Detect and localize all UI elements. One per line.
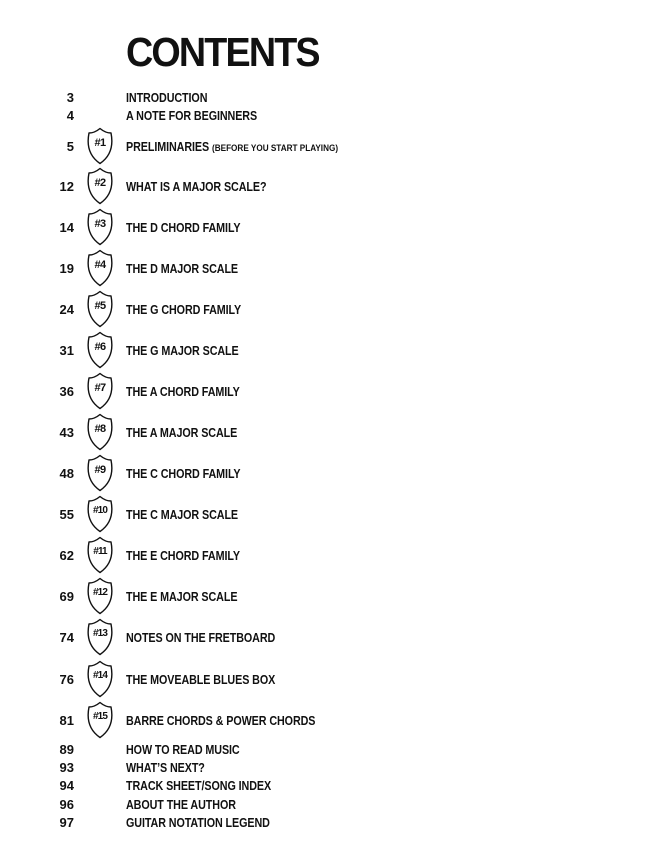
lesson-badge-number: #15 — [93, 711, 107, 722]
lesson-badge-number: #5 — [94, 300, 106, 312]
toc-entry[interactable] — [0, 465, 648, 483]
toc-page-number: 43 — [59, 425, 74, 440]
lesson-badge-number: #9 — [94, 464, 106, 476]
toc-page-number: 19 — [59, 261, 74, 276]
toc-title — [126, 547, 240, 565]
page-title: CONTENTS — [126, 29, 319, 75]
toc-title-text: BARRE CHORDS & POWER CHORDS — [126, 714, 316, 728]
toc-entry[interactable] — [0, 814, 648, 832]
toc-entry[interactable] — [0, 260, 648, 278]
toc-title-text: THE E CHORD FAMILY — [126, 549, 240, 563]
toc-title-text: THE D MAJOR SCALE — [126, 262, 239, 276]
toc-entry[interactable] — [0, 588, 648, 606]
shield-icon — [85, 660, 115, 698]
toc-title — [126, 342, 239, 360]
toc-entry[interactable] — [0, 796, 648, 814]
shield-icon — [85, 372, 115, 410]
lesson-badge-number: #8 — [94, 423, 106, 435]
shield-icon — [85, 577, 115, 615]
toc-title — [126, 107, 257, 125]
shield-icon — [85, 127, 115, 165]
toc-entry[interactable] — [0, 178, 648, 196]
toc-entry[interactable] — [0, 219, 648, 237]
toc-title-text: THE E MAJOR SCALE — [126, 590, 238, 604]
toc-title — [126, 424, 237, 442]
toc-entry[interactable] — [0, 671, 648, 689]
toc-page-number: 74 — [59, 630, 74, 645]
toc-entry[interactable] — [0, 629, 648, 647]
shield-icon — [85, 495, 115, 533]
lesson-badge-number: #13 — [93, 628, 107, 639]
toc-title — [126, 89, 207, 107]
lesson-badge-number: #1 — [94, 137, 106, 149]
lesson-badge-number: #4 — [94, 259, 106, 271]
shield-icon — [85, 208, 115, 246]
toc-page-number: 69 — [59, 589, 74, 604]
toc-page-number: 14 — [59, 220, 74, 235]
toc-title-text: THE A MAJOR SCALE — [126, 426, 238, 440]
toc-entry[interactable] — [0, 777, 648, 795]
lesson-badge-number: #14 — [93, 670, 107, 681]
toc-page-number: 55 — [59, 507, 74, 522]
lesson-badge-number: #11 — [93, 546, 107, 557]
toc-title-text: THE G MAJOR SCALE — [126, 344, 239, 358]
toc-title — [126, 629, 275, 647]
toc-title — [126, 814, 270, 832]
toc-title-text: ABOUT THE AUTHOR — [126, 798, 236, 812]
toc-title-text: THE C CHORD FAMILY — [126, 467, 241, 481]
toc-entry[interactable] — [0, 424, 648, 442]
toc-entry[interactable] — [0, 712, 648, 730]
shield-icon — [85, 618, 115, 656]
toc-title — [126, 741, 240, 759]
toc-page-number: 24 — [59, 302, 74, 317]
lesson-badge-number: #10 — [93, 505, 107, 516]
toc-page-number: 81 — [59, 713, 74, 728]
shield-icon — [85, 454, 115, 492]
shield-icon — [85, 413, 115, 451]
toc-title-text: WHAT IS A MAJOR SCALE? — [126, 180, 267, 194]
toc-page-number: 5 — [66, 139, 74, 154]
shield-icon — [85, 249, 115, 287]
lesson-badge-number: #3 — [94, 218, 106, 230]
lesson-badge-number: #2 — [94, 177, 106, 189]
shield-icon — [85, 536, 115, 574]
toc-title — [126, 178, 266, 196]
toc-title-text: PRELIMINARIES — [126, 140, 210, 154]
toc-page-number: 76 — [59, 672, 74, 687]
toc-page-number: 36 — [59, 384, 74, 399]
toc-entry[interactable] — [0, 342, 648, 360]
toc-title-text: WHAT’S NEXT? — [126, 761, 205, 775]
shield-icon — [85, 290, 115, 328]
toc-title-text: THE G CHORD FAMILY — [126, 303, 242, 317]
toc-page-number: 12 — [59, 179, 74, 194]
toc-entry[interactable] — [0, 506, 648, 524]
toc-title — [126, 588, 237, 606]
toc-title-text: GUITAR NOTATION LEGEND — [126, 816, 270, 830]
toc-title-text: THE C MAJOR SCALE — [126, 508, 239, 522]
toc-title-text: TRACK SHEET/SONG INDEX — [126, 779, 272, 793]
toc-page-number: 94 — [59, 778, 74, 793]
toc-title — [126, 465, 241, 483]
toc-page-number: 97 — [59, 815, 74, 830]
lesson-badge-number: #12 — [93, 587, 107, 598]
toc-entry[interactable] — [0, 138, 648, 156]
toc-title — [126, 712, 315, 730]
toc-entry[interactable] — [0, 107, 648, 125]
lesson-badge-number: #7 — [94, 382, 106, 394]
toc-title-text: A NOTE FOR BEGINNERS — [126, 109, 258, 123]
toc-page-number: 48 — [59, 466, 74, 481]
toc-entry[interactable] — [0, 759, 648, 777]
toc-title — [126, 219, 241, 237]
toc-title — [126, 759, 205, 777]
toc-title — [126, 796, 236, 814]
toc-title-text: INTRODUCTION — [126, 91, 208, 105]
toc-title-text: HOW TO READ MUSIC — [126, 743, 240, 757]
toc-title — [126, 138, 338, 158]
toc-page-number: 93 — [59, 760, 74, 775]
toc-title-text: NOTES ON THE FRETBOARD — [126, 631, 276, 645]
toc-page-number: 89 — [59, 742, 74, 757]
toc-entry[interactable] — [0, 301, 648, 319]
toc-entry[interactable] — [0, 741, 648, 759]
shield-icon — [85, 701, 115, 739]
toc-subtitle: (BEFORE YOU START PLAYING) — [212, 143, 339, 154]
toc-title — [126, 671, 275, 689]
toc-title-text: THE A CHORD FAMILY — [126, 385, 240, 399]
toc-title — [126, 301, 241, 319]
toc-title — [126, 506, 238, 524]
toc-page-number: 4 — [66, 108, 74, 123]
toc-title-text: THE MOVEABLE BLUES BOX — [126, 673, 276, 687]
lesson-badge-number: #6 — [94, 341, 106, 353]
toc-page-number: 3 — [66, 90, 74, 105]
toc-page-number: 31 — [59, 343, 74, 358]
toc-page-number: 62 — [59, 548, 74, 563]
shield-icon — [85, 331, 115, 369]
shield-icon — [85, 167, 115, 205]
toc-entry[interactable] — [0, 383, 648, 401]
toc-title-text: THE D CHORD FAMILY — [126, 221, 241, 235]
toc-title — [126, 777, 271, 795]
toc-entry[interactable] — [0, 547, 648, 565]
toc-title — [126, 260, 238, 278]
toc-title — [126, 383, 240, 401]
toc-entry[interactable] — [0, 89, 648, 107]
toc-page-number: 96 — [59, 797, 74, 812]
